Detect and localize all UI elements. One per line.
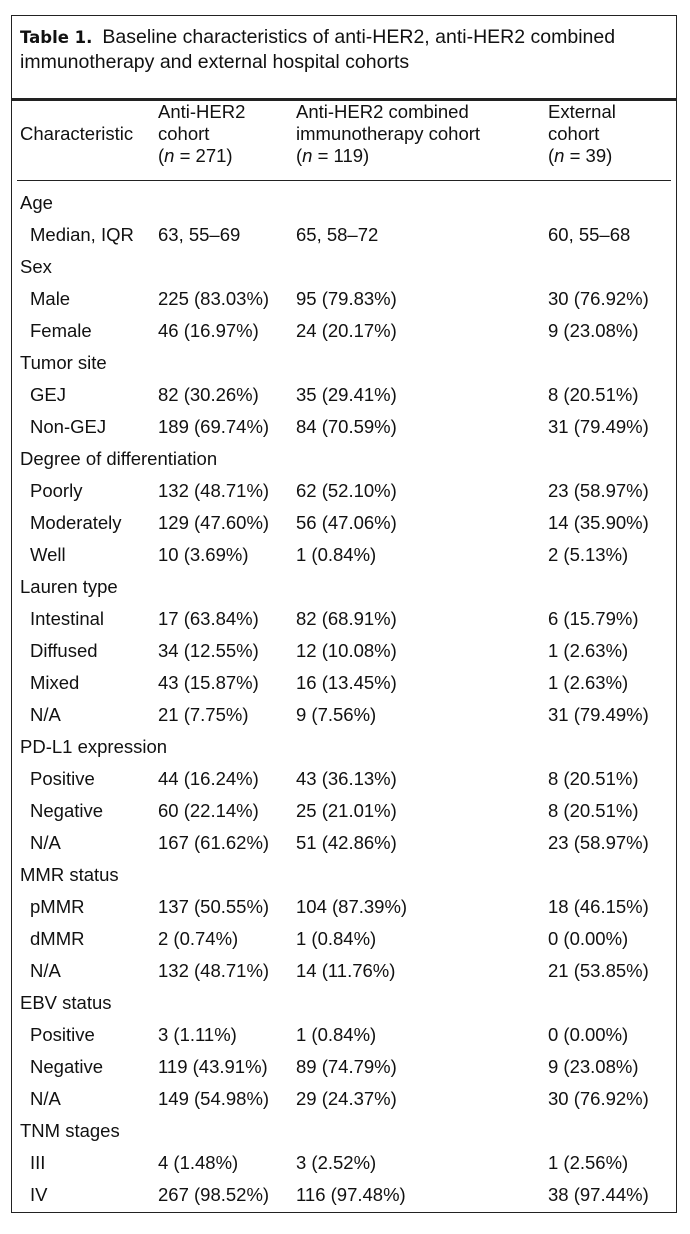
group-label: MMR status: [20, 864, 119, 885]
anti-her2-value: 3 (1.11%): [158, 1024, 237, 1045]
combined-value: 1 (0.84%): [296, 928, 377, 949]
combined-value: 95 (79.83%): [296, 288, 397, 309]
combined-value: 12 (10.08%): [296, 640, 397, 661]
combined-value: 9 (7.56%): [296, 704, 377, 725]
anti-her2-value: 63, 55–69: [158, 224, 241, 245]
anti-her2-value: 43 (15.87%): [158, 672, 259, 693]
anti-her2-value: 189 (69.74%): [158, 416, 270, 437]
caption-text: Baseline characteristics of anti-HER2, anti-HER2 combined immunotherapy and external hospital cohorts: [20, 26, 616, 73]
table-row: [12, 379, 676, 411]
combined-value: 104 (87.39%): [296, 896, 408, 917]
anti-her2-value: 119 (43.91%): [158, 1056, 268, 1077]
anti-her2-value: 137 (50.55%): [158, 896, 270, 917]
table-row: [12, 891, 676, 923]
group-row: [12, 251, 676, 283]
external-value: 21 (53.85%): [548, 960, 649, 981]
row-label: Positive: [30, 768, 95, 789]
table-row: [12, 795, 676, 827]
combined-value: 1 (0.84%): [296, 544, 377, 565]
external-value: 8 (20.51%): [548, 768, 639, 789]
group-label: PD-L1 expression: [20, 736, 168, 757]
table-row: [12, 699, 676, 731]
anti-her2-value: 21 (7.75%): [158, 704, 249, 725]
row-label: Median, IQR: [30, 224, 134, 245]
table-row: [12, 507, 676, 539]
anti-her2-value: 4 (1.48%): [158, 1152, 239, 1173]
row-label: Negative: [30, 800, 104, 821]
external-value: 0 (0.00%): [548, 1024, 629, 1045]
anti-her2-value: 149 (54.98%): [158, 1088, 270, 1109]
anti-her2-value: 167 (61.62%): [158, 832, 270, 853]
anti-her2-value: 44 (16.24%): [158, 768, 259, 789]
table-row: [12, 955, 676, 987]
table-row: [12, 411, 676, 443]
group-row: [12, 187, 676, 219]
row-label: Mixed: [30, 672, 80, 693]
external-value: 31 (79.49%): [548, 416, 649, 437]
anti-her2-value: 34 (12.55%): [158, 640, 259, 661]
table-row: [12, 827, 676, 859]
row-label: pMMR: [30, 896, 85, 917]
external-value: 1 (2.63%): [548, 640, 629, 661]
combined-value: 14 (11.76%): [296, 960, 396, 981]
anti-her2-value: 2 (0.74%): [158, 928, 239, 949]
external-value: 23 (58.97%): [548, 832, 649, 853]
external-value: 0 (0.00%): [548, 928, 629, 949]
row-label: IV: [30, 1184, 48, 1205]
combined-value: 24 (20.17%): [296, 320, 397, 341]
external-value: 2 (5.13%): [548, 544, 629, 565]
anti-her2-value: 60 (22.14%): [158, 800, 259, 821]
external-value: 18 (46.15%): [548, 896, 649, 917]
table-row: [12, 315, 676, 347]
combined-value: 25 (21.01%): [296, 800, 397, 821]
row-label: N/A: [30, 704, 61, 725]
row-label: Moderately: [30, 512, 122, 533]
row-label: Positive: [30, 1024, 95, 1045]
external-value: 8 (20.51%): [548, 800, 639, 821]
table-row: [12, 1179, 676, 1211]
combined-value: 116 (97.48%): [296, 1184, 406, 1205]
header-external: External cohort (n = 39): [548, 101, 616, 166]
group-row: [12, 443, 676, 475]
group-row: [12, 571, 676, 603]
table-row: [12, 603, 676, 635]
combined-value: 1 (0.84%): [296, 1024, 377, 1045]
table-caption: [20, 25, 670, 75]
header-characteristic: Characteristic: [20, 123, 134, 144]
table-row: [12, 283, 676, 315]
header-anti-her2: Anti-HER2 cohort (n = 271): [158, 101, 246, 166]
external-value: 23 (58.97%): [548, 480, 649, 501]
external-value: 60, 55–68: [548, 224, 631, 245]
anti-her2-value: 10 (3.69%): [158, 544, 249, 565]
table-row: [12, 1147, 676, 1179]
external-value: 6 (15.79%): [548, 608, 639, 629]
combined-value: 51 (42.86%): [296, 832, 397, 853]
combined-value: 62 (52.10%): [296, 480, 397, 501]
group-row: [12, 347, 676, 379]
row-label: dMMR: [30, 928, 85, 949]
combined-value: 35 (29.41%): [296, 384, 397, 405]
anti-her2-value: 132 (48.71%): [158, 960, 270, 981]
row-label: Poorly: [30, 480, 83, 501]
group-row: [12, 987, 676, 1019]
table-row: [12, 635, 676, 667]
table-header: [12, 100, 676, 178]
combined-value: 89 (74.79%): [296, 1056, 397, 1077]
group-label: TNM stages: [20, 1120, 120, 1141]
anti-her2-value: 225 (83.03%): [158, 288, 270, 309]
combined-value: 65, 58–72: [296, 224, 379, 245]
external-value: 38 (97.44%): [548, 1184, 649, 1205]
anti-her2-value: 132 (48.71%): [158, 480, 270, 501]
external-value: 30 (76.92%): [548, 1088, 649, 1109]
table-row: [12, 667, 676, 699]
header-combined: Anti-HER2 combined immunotherapy cohort (n = 119): [296, 101, 481, 166]
group-label: Degree of differentiation: [20, 448, 218, 469]
row-label: Male: [30, 288, 71, 309]
external-value: 1 (2.56%): [548, 1152, 629, 1173]
group-label: Lauren type: [20, 576, 118, 597]
group-label: Sex: [20, 256, 52, 277]
table-1: [11, 15, 677, 1213]
row-label: Well: [30, 544, 66, 565]
combined-value: 16 (13.45%): [296, 672, 397, 693]
anti-her2-value: 82 (30.26%): [158, 384, 259, 405]
row-label: N/A: [30, 960, 61, 981]
table-row: [12, 1083, 676, 1115]
group-row: [12, 859, 676, 891]
combined-value: 29 (24.37%): [296, 1088, 397, 1109]
table-body: [12, 187, 676, 1211]
row-label: Negative: [30, 1056, 104, 1077]
group-row: [12, 1115, 676, 1147]
external-value: 8 (20.51%): [548, 384, 639, 405]
combined-value: 56 (47.06%): [296, 512, 397, 533]
external-value: 14 (35.90%): [548, 512, 649, 533]
anti-her2-value: 46 (16.97%): [158, 320, 259, 341]
table-row: [12, 219, 676, 251]
combined-value: 84 (70.59%): [296, 416, 397, 437]
group-label: Age: [20, 192, 53, 213]
combined-value: 3 (2.52%): [296, 1152, 377, 1173]
header-rule: [17, 180, 671, 181]
table-row: [12, 763, 676, 795]
table-row: [12, 1051, 676, 1083]
external-value: 9 (23.08%): [548, 1056, 639, 1077]
row-label: Female: [30, 320, 92, 341]
anti-her2-value: 17 (63.84%): [158, 608, 259, 629]
row-label: N/A: [30, 832, 61, 853]
external-value: 1 (2.63%): [548, 672, 629, 693]
combined-value: 82 (68.91%): [296, 608, 397, 629]
table-row: [12, 1019, 676, 1051]
table-row: [12, 539, 676, 571]
table-row: [12, 475, 676, 507]
combined-value: 43 (36.13%): [296, 768, 397, 789]
anti-her2-value: 267 (98.52%): [158, 1184, 270, 1205]
row-label: III: [30, 1152, 46, 1173]
row-label: Non-GEJ: [30, 416, 107, 437]
group-label: Tumor site: [20, 352, 107, 373]
row-label: Intestinal: [30, 608, 105, 629]
external-value: 31 (79.49%): [548, 704, 649, 725]
caption-label: Table 1.: [20, 28, 93, 47]
row-label: GEJ: [30, 384, 66, 405]
table-row: [12, 923, 676, 955]
row-label: Diffused: [30, 640, 98, 661]
group-label: EBV status: [20, 992, 112, 1013]
group-row: [12, 731, 676, 763]
external-value: 9 (23.08%): [548, 320, 639, 341]
external-value: 30 (76.92%): [548, 288, 649, 309]
anti-her2-value: 129 (47.60%): [158, 512, 270, 533]
row-label: N/A: [30, 1088, 61, 1109]
